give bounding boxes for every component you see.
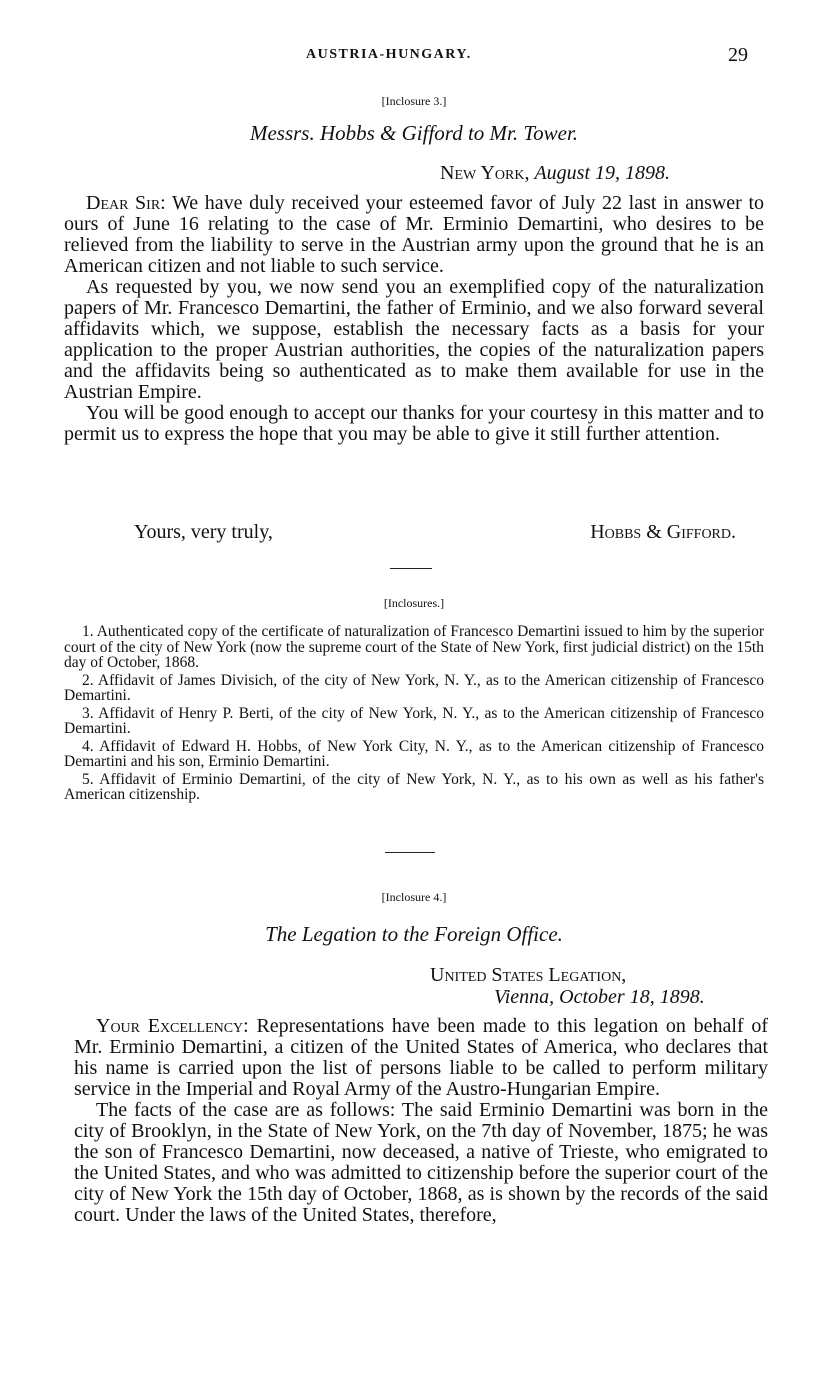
- list-item: 2. Affidavit of James Divisich, of the city of New York, N. Y., as to the American citizenship of Francesco Demartini.: [64, 671, 764, 704]
- inclosure-3-tag: [Inclosure 3.]: [381, 94, 447, 108]
- paragraph-3: You will be good enough to accept our thanks for your courtesy in this matter and to permit us to express the hope that you may be able to give it still further attention.: [64, 402, 764, 445]
- page-number: 29: [728, 44, 748, 66]
- legation-place-line: United States Legation,: [430, 964, 627, 986]
- place-city: Vienna,: [494, 986, 555, 1008]
- legation-date-line: [494, 986, 705, 1009]
- section-divider: [385, 852, 435, 853]
- salutation: Your Excellency:: [96, 1015, 249, 1037]
- paragraph-2: The facts of the case are as follows: The said Erminio Demartini was born in the city of Brooklyn, in the State of New York, on the 7th day of November, 1875; he was the son of Francesco Demartini, now deceased, a native of Trieste, who emigrated to the United States, and who was admitted to citizenship before the superior court of the city of New York the 15th day of October, 1868, as is shown by the records of the said court. Under the laws of the United States, therefore,: [74, 1099, 768, 1226]
- place-date-new-york: [440, 162, 670, 185]
- letter-heading-legation: The Legation to the Foreign Office.: [265, 922, 563, 946]
- letter-date: August 19, 1898.: [534, 162, 671, 184]
- running-head: [0, 44, 839, 68]
- letter-body-legation: [74, 1016, 768, 1226]
- list-item: 4. Affidavit of Edward H. Hobbs, of New York City, N. Y., as to the American citizenship of Francesco Demartini and his son, Erminio Demartini.: [64, 737, 764, 770]
- closing-phrase: Yours, very truly,: [134, 521, 273, 543]
- letter-body-hobbs-gifford: [64, 193, 764, 445]
- section-divider: [390, 568, 432, 569]
- paragraph-1: Your Excellency: Representations have been made to this legation on behalf of Mr. Erminio Demartini, a citizen of the United States of America, who declares that his name is carried upon the list of persons liable to be called to perform military service in the Imperial and Royal Army of the Austro-Hungarian Empire.: [74, 1015, 769, 1100]
- paragraph-2: As requested by you, we now send you an exemplified copy of the naturalization papers of Mr. Francesco Demartini, the father of Erminio, and we also forward several affidavits which, we suppose, establish the necessary facts as a basis for your application to the proper Austrian authorities, the copies of the naturalization papers and the affidavits being so authenticated as to make them available for use in the Austrian Empire.: [64, 276, 764, 403]
- list-item: 3. Affidavit of Henry P. Berti, of the city of New York, N. Y., as to the American citizenship of Francesco Demartini.: [64, 704, 764, 737]
- list-item: 5. Affidavit of Erminio Demartini, of the city of New York, N. Y., as to his own as well as his father's American citizenship.: [64, 770, 764, 803]
- running-title: AUSTRIA-HUNGARY.: [306, 47, 472, 62]
- inclosures-list: [64, 624, 764, 805]
- inclosures-tag: [Inclosures.]: [383, 596, 445, 610]
- salutation: Dear Sir:: [86, 192, 166, 214]
- letter-heading-hobbs-gifford: Messrs. Hobbs & Gifford to Mr. Tower.: [249, 121, 579, 145]
- place-name: New York,: [440, 162, 530, 184]
- list-item: 1. Authenticated copy of the certificate of naturalization of Francesco Demartini issued to him by the superior court of the city of New York (now the supreme court of the State of New York, first judicial district) on the 15th day of October, 1868.: [64, 623, 764, 671]
- letter-date: October 18, 1898.: [559, 986, 705, 1008]
- paragraph-1: Dear Sir: We have duly received your esteemed favor of July 22 last in answer to ours of June 16 relating to the case of Mr. Erminio Demartini, who desires to be relieved from the liability to serve in the Austrian army upon the ground that he is an American citizen and not liable to such service.: [64, 192, 765, 277]
- signature: Hobbs & Gifford.: [590, 521, 736, 543]
- inclosure-4-tag: [Inclosure 4.]: [381, 890, 447, 904]
- letter-closing: [64, 521, 764, 545]
